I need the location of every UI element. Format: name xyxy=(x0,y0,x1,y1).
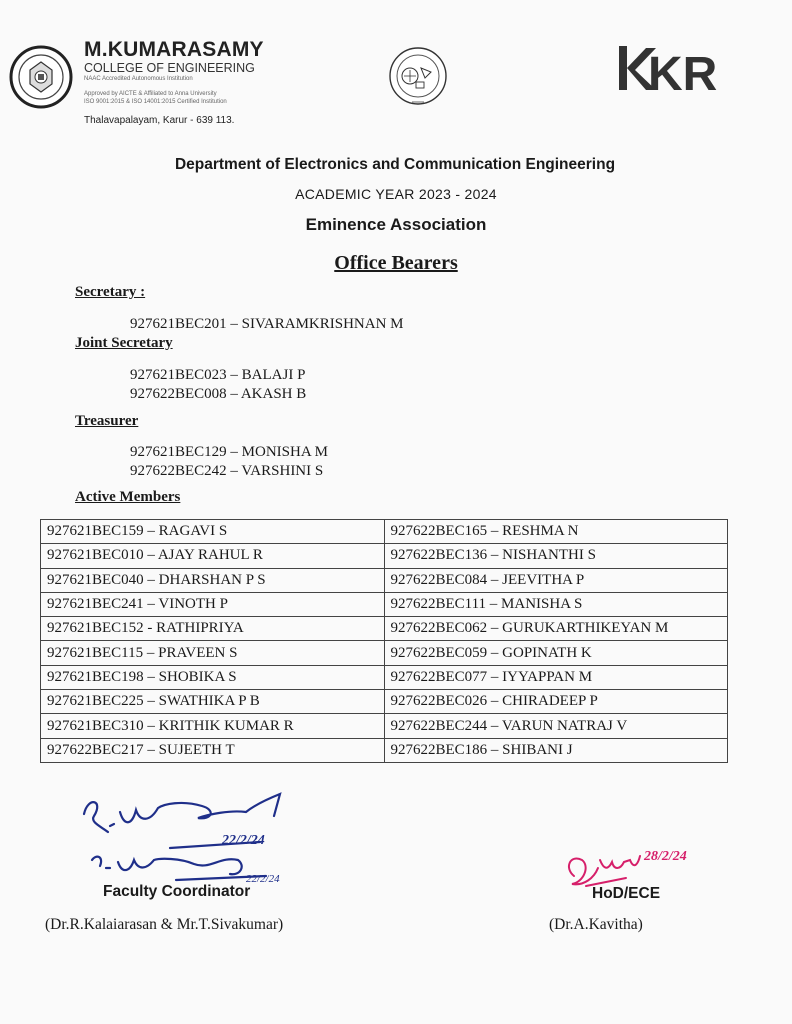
hod-name: (Dr.A.Kavitha) xyxy=(549,916,643,933)
table-cell: 927621BEC010 – AJAY RAHUL R xyxy=(41,544,385,568)
secretary-heading: Secretary : xyxy=(75,284,146,300)
active-members-table xyxy=(40,519,728,763)
table-cell: 927622BEC084 – JEEVITHA P xyxy=(384,568,728,592)
table-cell: 927621BEC198 – SHOBIKA S xyxy=(41,665,385,689)
table-cell: 927622BEC217 – SUJEETH T xyxy=(41,738,385,762)
accreditation-line: NAAC Accredited Autonomous Institution xyxy=(84,76,193,82)
table-cell: 927621BEC241 – VINOTH P xyxy=(41,592,385,616)
table-row xyxy=(41,714,728,738)
treasurer-heading: Treasurer xyxy=(75,413,139,429)
accreditation-line: ISO 9001:2015 & ISO 14001:2015 Certified Institution xyxy=(84,99,227,105)
table-cell: 927621BEC115 – PRAVEEN S xyxy=(41,641,385,665)
treasurer-entry: 927621BEC129 – MONISHA M xyxy=(130,444,328,460)
college-address: Thalavapalayam, Karur - 639 113. xyxy=(84,115,235,126)
table-cell: 927622BEC136 – NISHANTHI S xyxy=(384,544,728,568)
table-row xyxy=(41,641,728,665)
table-cell: 927622BEC165 – RESHMA N xyxy=(384,520,728,544)
accreditation-line: Approved by AICTE & Affiliated to Anna University xyxy=(84,91,217,97)
table-cell: 927622BEC062 – GURUKARTHIKEYAN M xyxy=(384,617,728,641)
kr-brand-logo xyxy=(616,44,718,101)
faculty-sign-date-2: 22/2/24 xyxy=(246,873,280,885)
table-cell: 927621BEC040 – DHARSHAN P S xyxy=(41,568,385,592)
department-title: Department of Electronics and Communication Engineering xyxy=(174,156,616,173)
table-row xyxy=(41,544,728,568)
table-row xyxy=(41,520,728,544)
joint-secretary-entry: 927622BEC008 – AKASH B xyxy=(130,386,307,402)
faculty-coordinator-label: Faculty Coordinator xyxy=(103,883,251,900)
kr-logo-letter: KR xyxy=(648,48,718,101)
table-cell: 927621BEC310 – KRITHIK KUMAR R xyxy=(41,714,385,738)
page-title: Office Bearers xyxy=(334,252,458,274)
hod-label: HoD/ECE xyxy=(592,885,661,902)
academic-year: ACADEMIC YEAR 2023 - 2024 xyxy=(295,186,497,202)
table-cell: 927621BEC225 – SWATHIKA P B xyxy=(41,690,385,714)
table-cell: 927621BEC159 – RAGAVI S xyxy=(41,520,385,544)
faculty-coordinator-names: (Dr.R.Kalaiarasan & Mr.T.Sivakumar) xyxy=(45,916,284,933)
joint-secretary-entry: 927621BEC023 – BALAJI P xyxy=(130,367,306,383)
hod-sign-date: 28/2/24 xyxy=(644,849,687,864)
secretary-entry: 927621BEC201 – SIVARAMKRISHNAN M xyxy=(130,316,404,332)
table-row xyxy=(41,690,728,714)
association-seal-logo xyxy=(383,46,453,110)
joint-secretary-heading: Joint Secretary xyxy=(75,335,173,351)
association-name: Eminence Association xyxy=(305,215,487,234)
college-emblem-logo xyxy=(8,44,74,110)
table-row xyxy=(41,617,728,641)
table-row xyxy=(41,568,728,592)
table-row xyxy=(41,738,728,762)
table-row xyxy=(41,592,728,616)
faculty-signatures xyxy=(70,786,310,890)
table-cell: 927622BEC186 – SHIBANI J xyxy=(384,738,728,762)
college-subtitle: COLLEGE OF ENGINEERING xyxy=(84,61,255,75)
table-cell: 927622BEC026 – CHIRADEEP P xyxy=(384,690,728,714)
treasurer-entry: 927622BEC242 – VARSHINI S xyxy=(130,463,324,479)
table-cell: 927622BEC077 – IYYAPPAN M xyxy=(384,665,728,689)
hod-signature xyxy=(560,836,710,892)
table-cell: 927621BEC152 - RATHIPRIYA xyxy=(41,617,385,641)
active-members-heading: Active Members xyxy=(75,489,181,505)
table-row xyxy=(41,665,728,689)
college-name: M.KUMARASAMY xyxy=(84,38,264,61)
table-cell: 927622BEC059 – GOPINATH K xyxy=(384,641,728,665)
table-cell: 927622BEC111 – MANISHA S xyxy=(384,592,728,616)
faculty-sign-date-1: 22/2/24 xyxy=(222,833,265,848)
table-cell: 927622BEC244 – VARUN NATRAJ V xyxy=(384,714,728,738)
